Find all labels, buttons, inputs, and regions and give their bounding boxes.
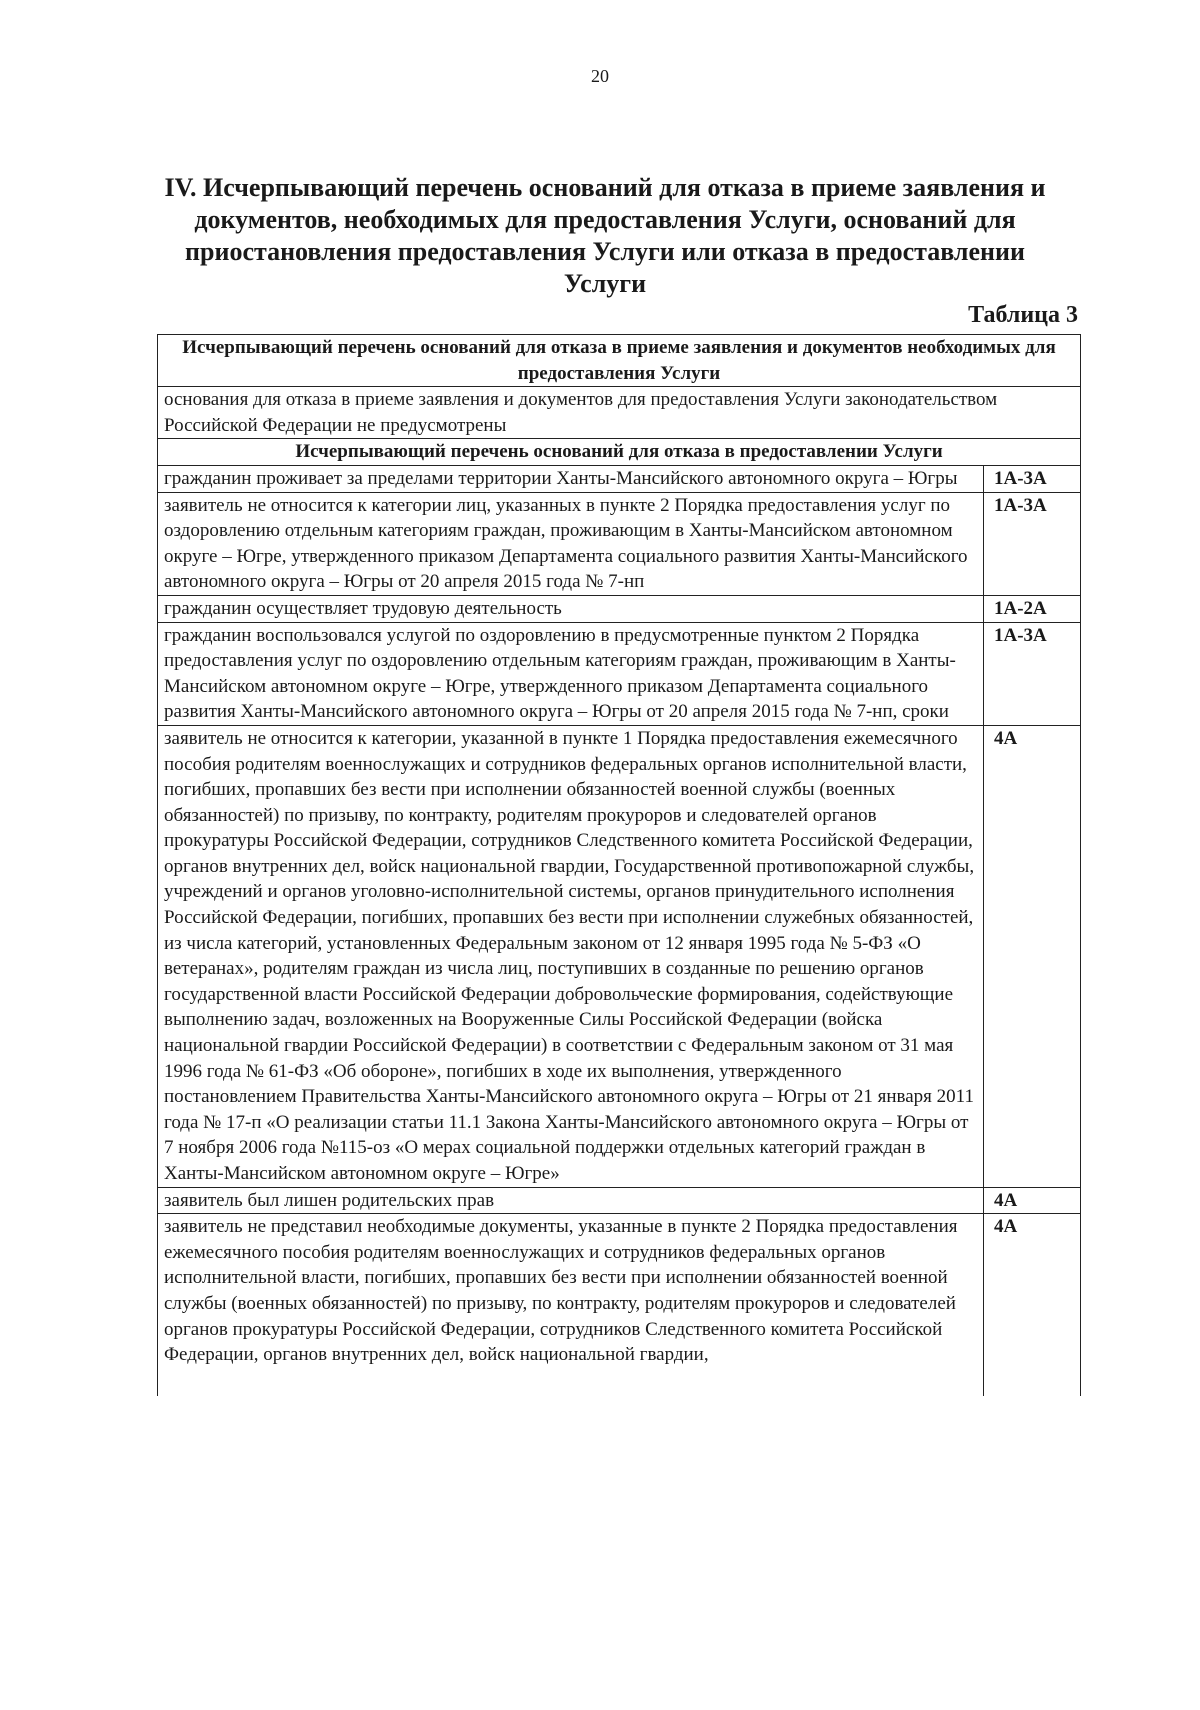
table-section-header <box>158 439 1081 466</box>
table-row <box>158 595 1081 622</box>
table-row <box>158 1214 1081 1397</box>
row-code: 4А <box>984 725 1081 1187</box>
section1-header: Исчерпывающий перечень оснований для отказа в приеме заявления и документов необходимых для предоставления Услуги <box>158 335 1081 387</box>
row-code: 1А-3А <box>984 465 1081 492</box>
row-text: заявитель не относится к категории, указанной в пункте 1 Порядка предоставления ежемесячного пособия родителям военнослужащих и сотрудников федеральных органов исполнительной власти, погибших, пропавших без вести при исполнении обязанностей военной службы (военных обязанностей) по призыву, по контракту, родителям прокуроров и следователей органов прокуратуры Российской Федерации, сотрудников Следственного комитета Российской Федерации, органов внутренних дел, войск национальной гвардии, Государственной противопожарной службы, учреждений и органов уголовно-исполнительной системы, органов принудительного исполнения Российской Федерации, погибших, пропавших без вести при исполнении служебных обязанностей, из числа категорий, установленных Федеральным законом от 12 января 1995 года № 5-ФЗ «О ветеранах», родителям граждан из числа лиц, поступивших в созданные по решению органов государственной власти Российской Федерации добровольческие формирования, содействующие выполнению задач, возложенных на Вооруженные Силы Российской Федерации (войска национальной гвардии Российской Федерации) в соответствии с Федеральным законом от 31 мая 1996 года № 61-ФЗ «Об обороне», погибших в ходе их выполнения, утвержденного постановлением Правительства Ханты-Мансийского автономного округа – Югры от 21 января 2011 года № 17-п «О реализации статьи 11.1 Закона Ханты-Мансийского автономного округа – Югры от 7 ноября 2006 года №115-оз «О мерах социальной поддержки отдельных категорий граждан в Ханты-Мансийском автономном округе – Югре» <box>158 725 984 1187</box>
section2-header: Исчерпывающий перечень оснований для отказа в предоставлении Услуги <box>158 439 1081 466</box>
table-row <box>158 387 1081 439</box>
row-text: заявитель не относится к категории лиц, указанных в пункте 2 Порядка предоставления услуг по оздоровлению отдельным категориям граждан, проживающим в Ханты-Мансийском автономном округе – Югре, утвержденного приказом Департамента социального развития Ханты-Мансийского автономного округа – Югры от 20 апреля 2015 года № 7-нп <box>158 492 984 595</box>
row-code: 4А <box>984 1214 1081 1397</box>
row-code: 1А-3А <box>984 492 1081 595</box>
table-row <box>158 1187 1081 1214</box>
table-label: Таблица 3 <box>968 302 1078 328</box>
section1-text: основания для отказа в приеме заявления и документов для предоставления Услуги законодательством Российской Федерации не предусмотрены <box>158 387 1081 439</box>
row-code: 1А-3А <box>984 622 1081 725</box>
row-code: 4А <box>984 1187 1081 1214</box>
row-text: гражданин проживает за пределами территории Ханты-Мансийского автономного округа – Югры <box>158 465 984 492</box>
row-text: заявитель был лишен родительских прав <box>158 1187 984 1214</box>
section-heading: IV. Исчерпывающий перечень оснований для отказа в приеме заявления и документов, необходимых для предоставления Услуги, оснований для приостановления предоставления Услуги или отказа в предоставлении Услуги <box>164 173 1046 298</box>
page-number: 20 <box>591 66 609 86</box>
table-row <box>158 465 1081 492</box>
table-row <box>158 725 1081 1187</box>
table-section-header <box>158 335 1081 387</box>
row-text: гражданин воспользовался услугой по оздоровлению в предусмотренные пунктом 2 Порядка предоставления услуг по оздоровлению отдельным категориям граждан, проживающим в Ханты-Мансийском автономном округе – Югре, утвержденного приказом Департамента социального развития Ханты-Мансийского автономного округа – Югры от 20 апреля 2015 года № 7-нп, сроки <box>158 622 984 725</box>
grounds-table <box>157 334 1081 1396</box>
row-text: заявитель не представил необходимые документы, указанные в пункте 2 Порядка предоставления ежемесячного пособия родителям военнослужащих и сотрудников федеральных органов исполнительной власти, погибших, пропавших без вести при исполнении обязанностей военной службы (военных обязанностей) по призыву, по контракту, родителям прокуроров и следователей органов прокуратуры Российской Федерации, сотрудников Следственного комитета Российской Федерации, органов внутренних дел, войск национальной гвардии, <box>158 1214 984 1397</box>
table-row <box>158 622 1081 725</box>
row-code: 1А-2А <box>984 595 1081 622</box>
row-text: гражданин осуществляет трудовую деятельность <box>158 595 984 622</box>
table-row <box>158 492 1081 595</box>
